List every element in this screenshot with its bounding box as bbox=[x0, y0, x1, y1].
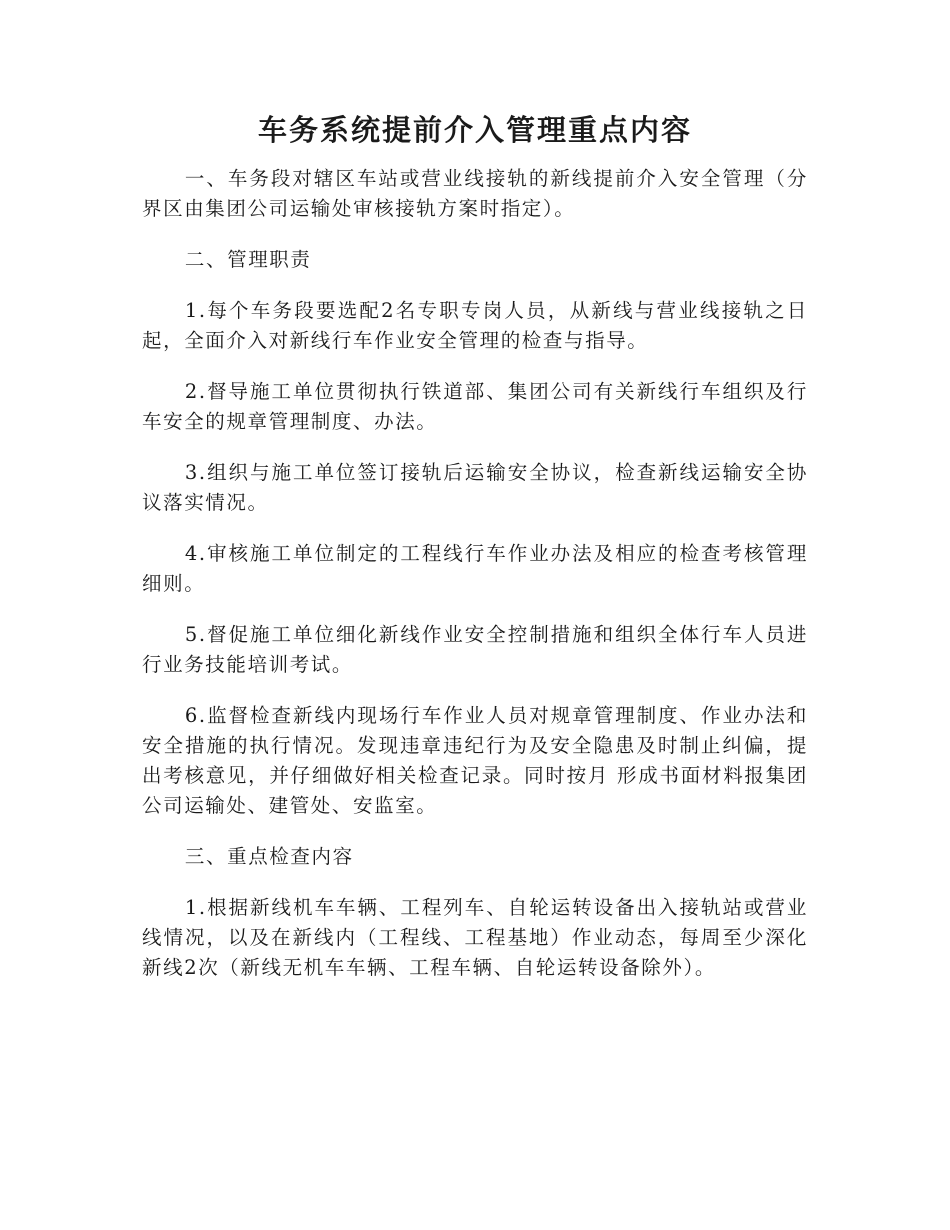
duty-item-6: 6.监督检查新线内现场行车作业人员对规章管理制度、作业办法和安全措施的执行情况。发现违章违纪行为及安全隐患及时制止纠偏，提出考核意见，并仔细做好相关检查记录。同时按月 形成书面材料报集团公司运输处、建管处、安监室。 bbox=[142, 704, 808, 817]
section-3-heading: 三、重点检查内容 bbox=[184, 845, 354, 868]
document-page bbox=[142, 108, 808, 1004]
duty-item-5: 5.督促施工单位细化新线作业安全控制措施和组织全体行车人员进行业务技能培训考试。 bbox=[142, 623, 808, 676]
document-title: 车务系统提前介入管理重点内容 bbox=[257, 113, 692, 147]
duty-item-1: 1.每个车务段要选配2名专职专岗人员，从新线与营业线接轨之日起，全面介入对新线行车作业安全管理的检查与指导。 bbox=[142, 299, 808, 352]
duty-item-3: 3.组织与施工单位签订接轨后运输安全协议，检查新线运输安全协议落实情况。 bbox=[142, 461, 808, 514]
section-1-paragraph: 一、车务段对辖区车站或营业线接轨的新线提前介入安全管理（分界区由集团公司运输处审核接轨方案时指定）。 bbox=[142, 167, 808, 220]
section-2-heading: 二、管理职责 bbox=[184, 248, 312, 271]
duty-item-4: 4.审核施工单位制定的工程线行车作业办法及相应的检查考核管理细则。 bbox=[142, 542, 808, 595]
duty-item-2: 2.督导施工单位贯彻执行铁道部、集团公司有关新线行车组织及行车安全的规章管理制度、办法。 bbox=[142, 380, 808, 433]
check-item-1: 1.根据新线机车车辆、工程列车、自轮运转设备出入接轨站或营业线情况，以及在新线内（工程线、工程基地）作业动态，每周至少深化新线2次（新线无机车车辆、工程车辆、自轮运转设备除外）。 bbox=[142, 896, 808, 979]
